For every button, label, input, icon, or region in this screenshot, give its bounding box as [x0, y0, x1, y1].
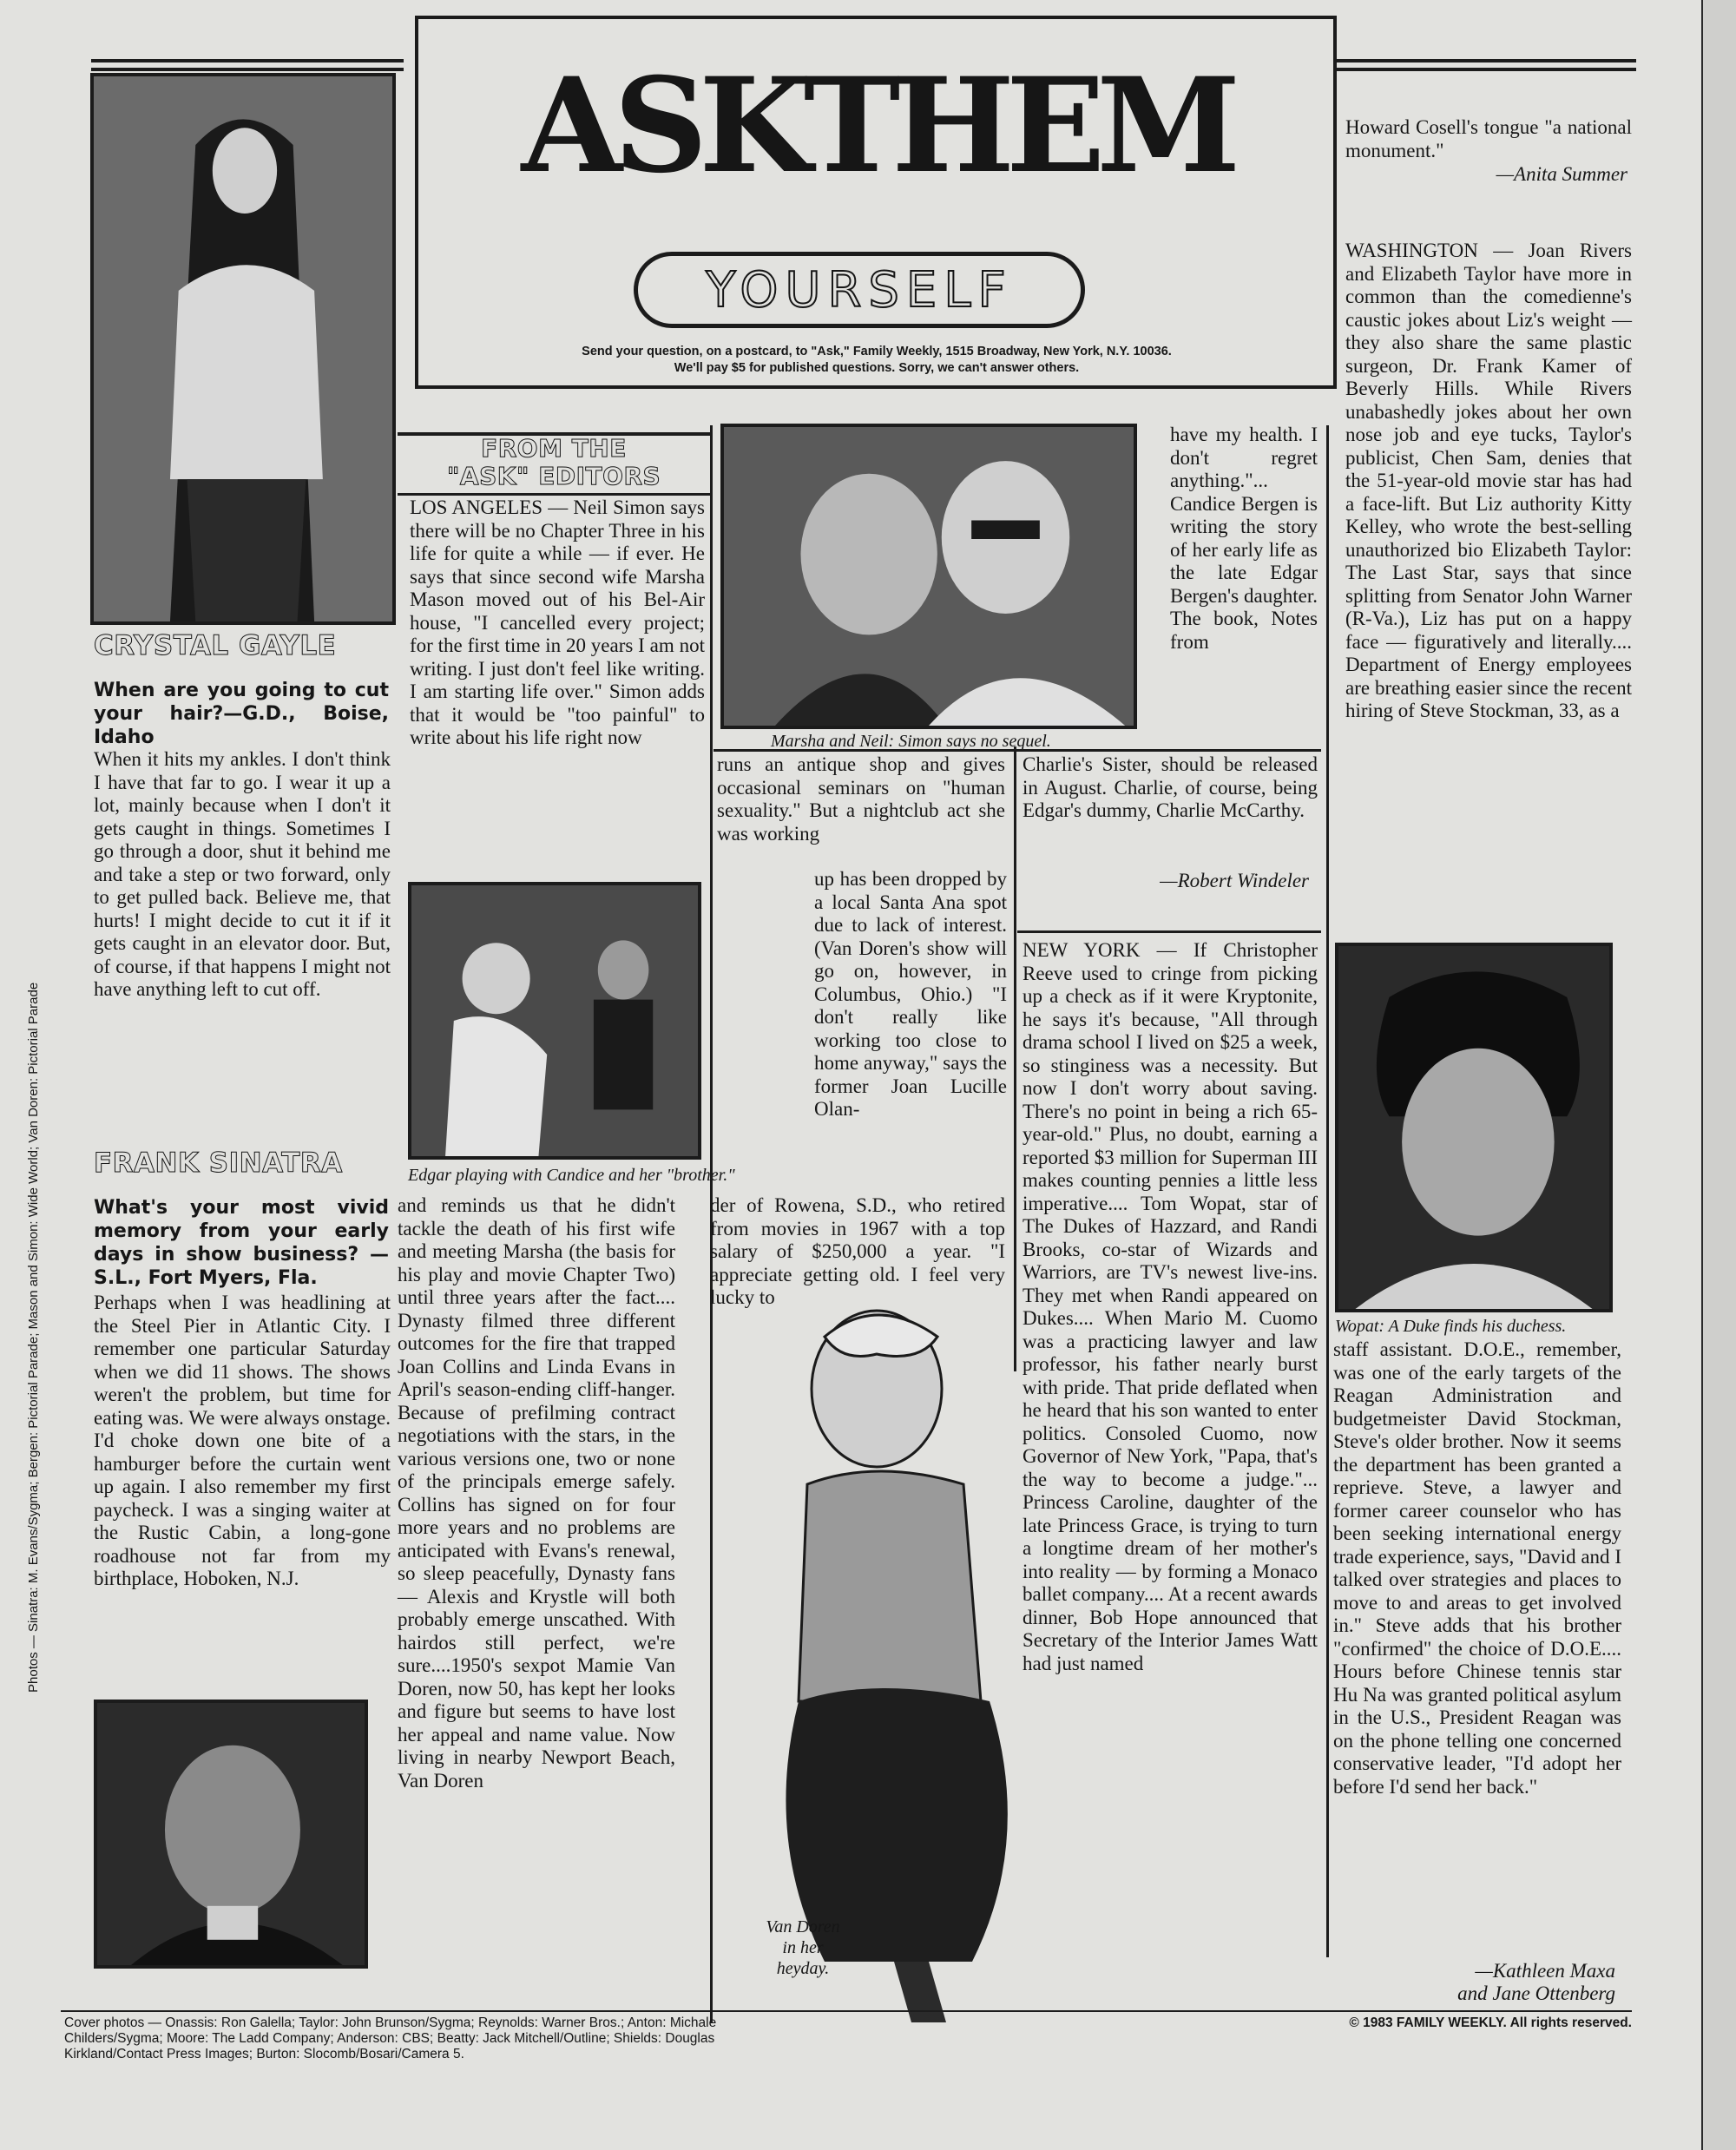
edgar-candice-photo [408, 882, 701, 1160]
windeler-signature: —Robert Windeler [1160, 870, 1309, 891]
crystal-gayle-heading: CRYSTAL GAYLE [94, 630, 337, 661]
editors-col4-paragraph1: have my health. I don't regret anything."... Candice Bergen is writing the story of her early life as the late Edgar Bergen's daughter. The book, Notes from [1170, 424, 1318, 653]
summer-signature: —Anita Summer [1496, 163, 1628, 185]
maxa-signature: —Kathleen Maxa [1475, 1960, 1615, 1982]
instructions-line2: We'll pay $5 for published questions. Sorry, we can't answer others. [674, 361, 1080, 375]
editors-col3-paragraph1: runs an antique shop and gives occasional seminars on "human sexuality." But a nightclub act she was working [717, 753, 1005, 845]
editors-la-paragraph: LOS ANGELES — Neil Simon says there will be no Chapter Three in his life for quite a while — if ever. He says that since second wife Marsha Mason moved out of his Bel-Air house, "I cancelled every project; for the first time in 20 years I am not writing. I just don't feel like writing. I am starting life over." Simon adds that it would be "too painful" to write about his life right now [410, 496, 705, 748]
marsha-neil-caption: Marsha and Neil: Simon says no sequel. [771, 732, 1051, 751]
ottenberg-signature: and Jane Ottenberg [1457, 1982, 1615, 2004]
edgar-candice-caption: Edgar playing with Candice and her "brother." [408, 1166, 735, 1185]
editors-col3-paragraph3: der of Rowena, S.D., who retired from movies in 1967 with a top salary of $250,000 a year. "I appreciate getting old. I feel very lucky to [710, 1194, 1005, 1308]
editors-heading-line2: "ASK" EDITORS [446, 462, 661, 490]
doe-paragraph: staff assistant. D.O.E., remember, was one of the early targets of the Reagan Administration and budgetmeister David Stockman, Steve's older brother. Now it seems the department has been granted a reprieve. Steve, a lawyer and former career counselor who has been seeking international energy trade experience, says, "David and I talked over strategies and places to move to and areas to get involved in." Steve adds that his brother "confirmed" the choice of D.O.E.... Hours before Chinese tennis star Hu Na was granted political asylum in the U.S., President Reagan was on the phone telling one concerned conservative leader, "I'd adopt her before I'd send her back." [1333, 1338, 1621, 1798]
washington-paragraph: WASHINGTON — Joan Rivers and Elizabeth Taylor have more in common than the comedienne's caustic jokes about Liz's weight — they also share the same plastic surgeon, Dr. Frank Kamer of Beverly Hills. While Rivers unabashedly jokes about her own nose job and eye tucks, Taylor's publicist, Chen Sam, denies that the 51-year-old movie star has had a face-lift. But Liz authority Kitty Kelley, who wrote the best-selling unauthorized bio Elizabeth Taylor: The Last Star, says that since splitting from Senator John Warner (R-Va.), Liz has put on a happy face — figuratively and literally.... Department of Energy employees are breathing easier since the recent hiring of Steve Stockman, 33, as a [1345, 240, 1632, 721]
editors-col3-paragraph2: up has been dropped by a local Santa Ana spot due to lack of interest. (Van Doren's show will go on, however, in Columbus, Ohio.) "I don't really like working too close to home anyway," says the former Joan Lucille Olan- [814, 868, 1007, 1120]
side-photo-credit: Photos — Sinatra: M. Evans/Sygma; Bergen: Pictorial Parade; Mason and Simon: Wide World; Van Doren: Pictorial Parade [26, 982, 41, 1693]
copyright: © 1983 FAMILY WEEKLY. All rights reserved. [1349, 2015, 1632, 2030]
crystal-gayle-photo [90, 73, 396, 625]
cosell-quote: Howard Cosell's tongue "a national monument." [1345, 116, 1632, 161]
frank-sinatra-question: What's your most vivid memory from your early days in show business? —S.L., Fort Myers, Fla. [94, 1197, 389, 1289]
tom-wopat-caption: Wopat: A Duke finds his duchess. [1335, 1317, 1567, 1336]
frank-sinatra-photo [94, 1700, 368, 1969]
crystal-gayle-answer: When it hits my ankles. I don't think I have that far to go. I wear it up a lot, mainly because when I don't it gets caught in things. Sometimes I go through a door, shut it behind me and take a step or two forward, only to get pulled back. Believe me, that hurts! I might decide to cut it if it gets caught in an elevator door. But, of course, if that happens I might not have anything left to cut off. [94, 748, 391, 1000]
tom-wopat-photo [1335, 943, 1613, 1312]
van-doren-caption: Van Doren in her heyday. [766, 1917, 840, 1978]
editors-newyork-paragraph: NEW YORK — If Christopher Reeve used to cringe from picking up a check as if it were Kryptonite, he says it's because, "All through drama school I lived on $25 a week, so stinginess was a necessity. But now I don't worry about saving. There's no point in being a rich 65-year-old." Plus, no doubt, earning a reported $3 million for Superman III makes counting pennies a little less imperative.... Tom Wopat, star of The Dukes of Hazzard, and Randi Brooks, co-star of Wizards and Warriors, are TV's newest live-ins. They met when Randi appeared on Dukes.... When Mario M. Cuomo was a practicing lawyer and law professor, his father nearly burst with pride. That pride deflated when he heard that his son wanted to enter politics. Consoled Cuomo, now Governor of New York, "Papa, that's the way to become a judge."... Princess Caroline, daughter of the late Princess Grace, is trying to turn a longtime dream of her mother's into reality — by forming a Monaco ballet company.... At a recent awards dinner, Bob Hope announced that Secretary of the Interior James Watt had just named [1023, 939, 1318, 1674]
editors-col4-paragraph2: Charlie's Sister, should be released in August. Charlie, of course, being Edgar's dummy, Charlie McCarthy. [1023, 753, 1318, 821]
masthead-subtitle: YOURSELF [706, 262, 1013, 319]
masthead-title: ASKTHEM [521, 49, 1233, 202]
crystal-gayle-question: When are you going to cut your hair?—G.D., Boise, Idaho [94, 680, 389, 748]
marsha-neil-photo [720, 424, 1137, 729]
cover-photo-credits: Cover photos — Onassis: Ron Galella; Taylor: John Brunson/Sygma; Reynolds: Warner Bros.; Anton: Michale Childers/Sygma; Moore: The Ladd Company; Anderson: CBS; Beatty: Jack Mitchell/Outline; Shields: Douglas Kirkland/Contact Press Images; Burton: Slocomb/Bosari/Camera 5. [64, 2015, 717, 2061]
instructions-line1: Send your question, on a postcard, to "Ask," Family Weekly, 1515 Broadway, New York, N.Y. 10036. [582, 345, 1172, 358]
editors-heading-line1: FROM THE [481, 434, 627, 463]
editors-col2-paragraph: and reminds us that he didn't tackle the death of his first wife and meeting Marsha (the basis for his play and movie Chapter Two) until three years after the fact.... Dynasty filmed three different outcomes for the fire that trapped Joan Collins and Linda Evans in April's season-ending cliff-hanger. Because of prefilming contract negotiations with the stars, in the various versions one, two or none of the principals emerge safely. Collins has signed on for four more years and no problems are anticipated with Evans's renewal, so sleep peacefully, Dynasty fans — Alexis and Krystle will both probably emerge unscathed. With hairdos still perfect, we're sure....1950's sexpot Mamie Van Doren, now 50, has kept her looks and figure but seems to have lost her appeal and name value. Now living in nearby Newport Beach, Van Doren [398, 1194, 675, 1792]
frank-sinatra-heading: FRANK SINATRA [94, 1147, 343, 1179]
frank-sinatra-answer: Perhaps when I was headlining at the Steel Pier in Atlantic City. I remember one particular Saturday when we did 11 shows. The shows weren't the problem, but time for eating was. We were always onstage. I'd choke down one bite of a hamburger before the curtain went up again. I also remember my first paycheck. I was a singing waiter at the Rustic Cabin, a long-gone roadhouse not far from my birthplace, Hoboken, N.J. [94, 1292, 391, 1589]
